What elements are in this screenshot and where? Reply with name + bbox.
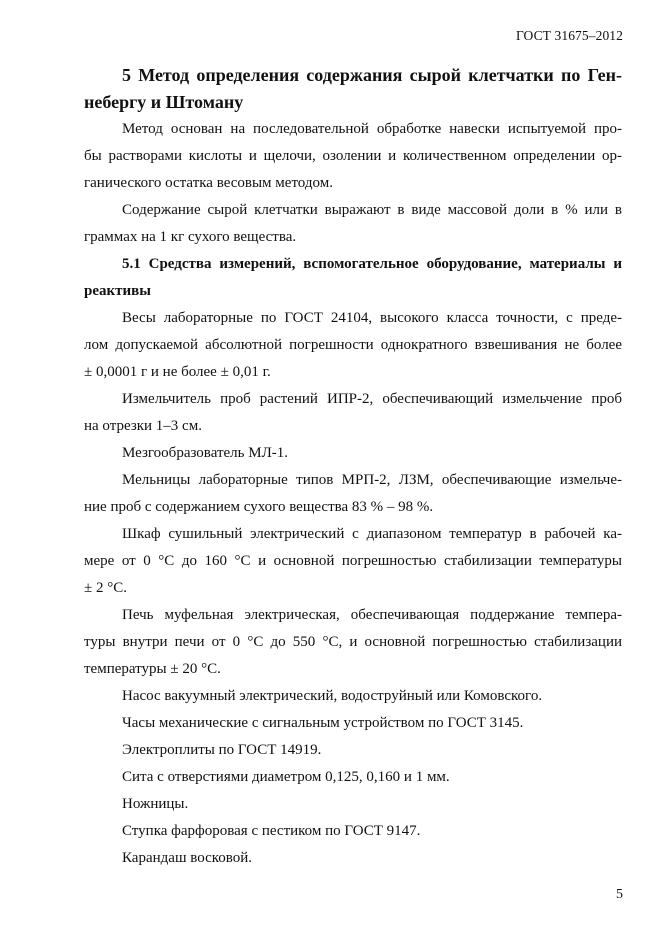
- expression-paragraph: [84, 197, 622, 251]
- item-hot-plates: [84, 737, 622, 764]
- item-scissors: [84, 791, 622, 818]
- paragraph-line: Сита с отверстиями диаметром 0,125, 0,160 и 1 мм.: [122, 769, 450, 785]
- item-muffle-furnace: [84, 602, 622, 683]
- item-wax-pencil: [84, 845, 622, 872]
- paragraph-line: Насос вакуумный электрический, водоструйный или Комовского.: [122, 688, 543, 704]
- item-scales: [84, 305, 622, 386]
- paragraph-line: Содержание сырой клетчатки выражают в виде массовой доли в % или в: [122, 202, 622, 218]
- item-vacuum-pump: [84, 683, 622, 710]
- paragraph-line: Ножницы.: [122, 796, 189, 812]
- paragraph-line: на отрезки 1–3 см.: [84, 418, 202, 434]
- paragraph-line: Ступка фарфоровая с пестиком по ГОСТ 9147.: [122, 823, 421, 839]
- page-content: [84, 62, 622, 872]
- paragraph-line: Мельницы лабораторные типов МРП-2, ЛЗМ, обеспечивающие измельче-: [122, 472, 622, 488]
- subsection-heading: [84, 251, 622, 305]
- standard-reference-header: ГОСТ 31675–2012: [515, 28, 623, 43]
- intro-paragraph: [84, 116, 622, 197]
- paragraph-line: Электроплиты по ГОСТ 14919.: [122, 742, 322, 758]
- item-drying-oven: [84, 521, 622, 602]
- subsection-heading-line: 5.1 Средства измерений, вспомогательное оборудование, материалы и: [122, 256, 622, 272]
- paragraph-line: Весы лабораторные по ГОСТ 24104, высокого класса точности, с преде-: [122, 310, 622, 326]
- section-heading-line: 5 Метод определения содержания сырой клетчатки по Ген-: [122, 65, 622, 85]
- paragraph-line: ± 0,0001 г и не более ± 0,01 г.: [84, 364, 271, 380]
- paragraph-line: ± 2 °С.: [84, 580, 127, 596]
- paragraph-line: температуры ± 20 °С.: [84, 661, 221, 677]
- paragraph-line: ганического остатка весовым методом.: [84, 175, 333, 191]
- paragraph-line: Карандаш восковой.: [122, 850, 253, 866]
- paragraph-line: Печь муфельная электрическая, обеспечивающая поддержание темпера-: [122, 607, 622, 623]
- paragraph-line: Измельчитель проб растений ИПР-2, обеспечивающий измельчение проб: [122, 391, 622, 407]
- paragraph-line: ние проб с содержанием сухого вещества 83 % – 98 %.: [84, 499, 434, 515]
- paragraph-line: Часы механические с сигнальным устройством по ГОСТ 3145.: [122, 715, 524, 731]
- paragraph-line: Метод основан на последовательной обработке навески испытуемой про-: [122, 121, 622, 137]
- paragraph-line: Шкаф сушильный электрический с диапазоном температур в рабочей ка-: [122, 526, 622, 542]
- item-pulp-maker: [84, 440, 622, 467]
- paragraph-line: Мезгообразователь МЛ-1.: [122, 445, 289, 461]
- item-sieves: [84, 764, 622, 791]
- page-number: 5: [616, 887, 623, 902]
- paragraph-line: лом допускаемой абсолютной погрешности однократного взвешивания не более: [84, 337, 622, 353]
- item-mills: [84, 467, 622, 521]
- paragraph-line: туры внутри печи от 0 °С до 550 °С, и основной погрешностью стабилизации: [84, 634, 622, 650]
- item-timer-clock: [84, 710, 622, 737]
- subsection-heading-line: реактивы: [84, 283, 151, 299]
- item-mortar: [84, 818, 622, 845]
- paragraph-line: бы растворами кислоты и щелочи, озолении и количественном определении ор-: [84, 148, 622, 164]
- paragraph-line: мере от 0 °С до 160 °С и основной погрешностью стабилизации температуры: [84, 553, 622, 569]
- item-plant-grinder: [84, 386, 622, 440]
- section-heading: [84, 62, 622, 116]
- paragraph-line: граммах на 1 кг сухого вещества.: [84, 229, 297, 245]
- section-heading-line: небергу и Штоману: [84, 92, 244, 112]
